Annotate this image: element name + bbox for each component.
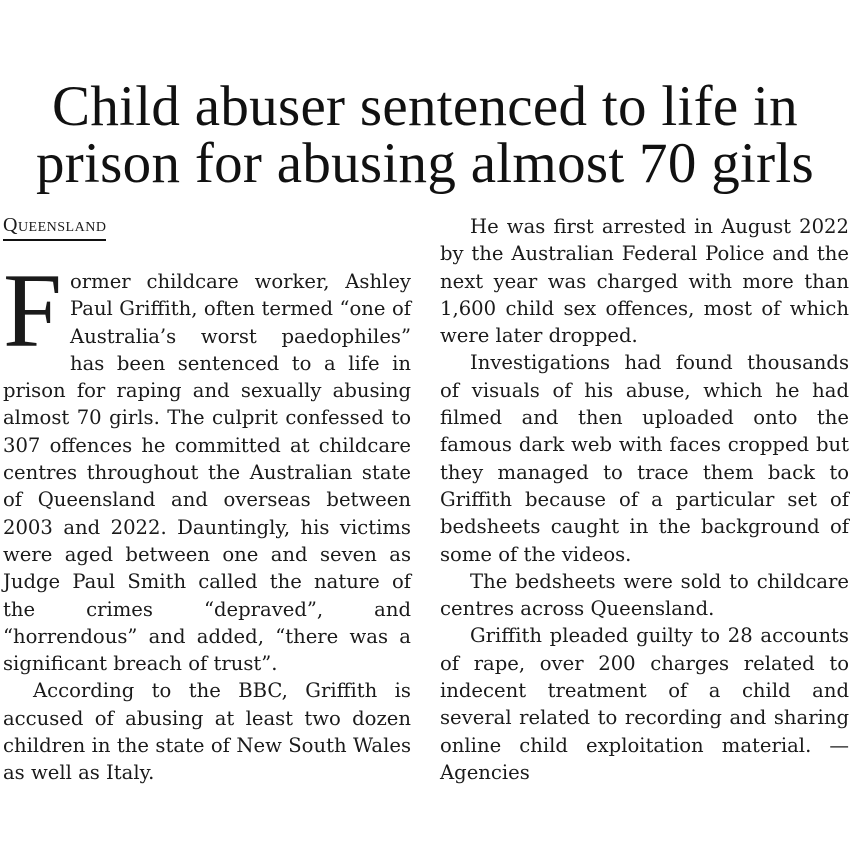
- article-column-right: [440, 213, 849, 786]
- article-paragraph-1: [3, 252, 411, 677]
- location-kicker: Queensland: [3, 213, 106, 241]
- article-paragraph-3: He was first arrested in August 2022 by the Australian Federal Police and the next year was charged with more than 1,600 child sex offences, most of which were later dropped.: [440, 215, 849, 348]
- article-column-left: [3, 252, 411, 787]
- drop-cap: F: [3, 252, 62, 369]
- article-paragraph-2: According to the BBC, Griffith is accused of abusing at least two dozen children in the state of New South Wales as well as Italy.: [3, 679, 411, 785]
- headline: [0, 75, 850, 195]
- article-paragraph-1-text: ormer childcare worker, Ashley Paul Griffith, often termed “one of Australia’s worst paedophiles” has been sentenced to a life in prison for raping and sexually abusing almost 70 girls. The culprit confessed to 307 offences he committed at childcare centres throughout the Australian state of Queensland and overseas between 2003 and 2022. Dauntingly, his victims were aged between one and seven as Judge Paul Smith called the nature of the crimes “depraved”, and “horrendous” and added, “there was a significant breach of trust”.: [3, 270, 411, 676]
- article-paragraph-5: The bedsheets were sold to childcare centres across Queensland.: [440, 569, 849, 621]
- headline-line-2: prison for abusing almost 70 girls: [35, 132, 815, 195]
- headline-line-1: Child abuser sentenced to life in: [52, 75, 798, 138]
- article-paragraph-6: Griffith pleaded guilty to 28 accounts of rape, over 200 charges related to indecent treatment of a child and several related to recording and sharing online child exploitation material. —Agencies: [440, 624, 849, 784]
- article-paragraph-4: Investigations had found thousands of visuals of his abuse, which he had filmed and then uploaded onto the famous dark web with faces cropped but they managed to trace them back to Griffith because of a particular set of bedsheets caught in the background of some of the videos.: [440, 351, 849, 566]
